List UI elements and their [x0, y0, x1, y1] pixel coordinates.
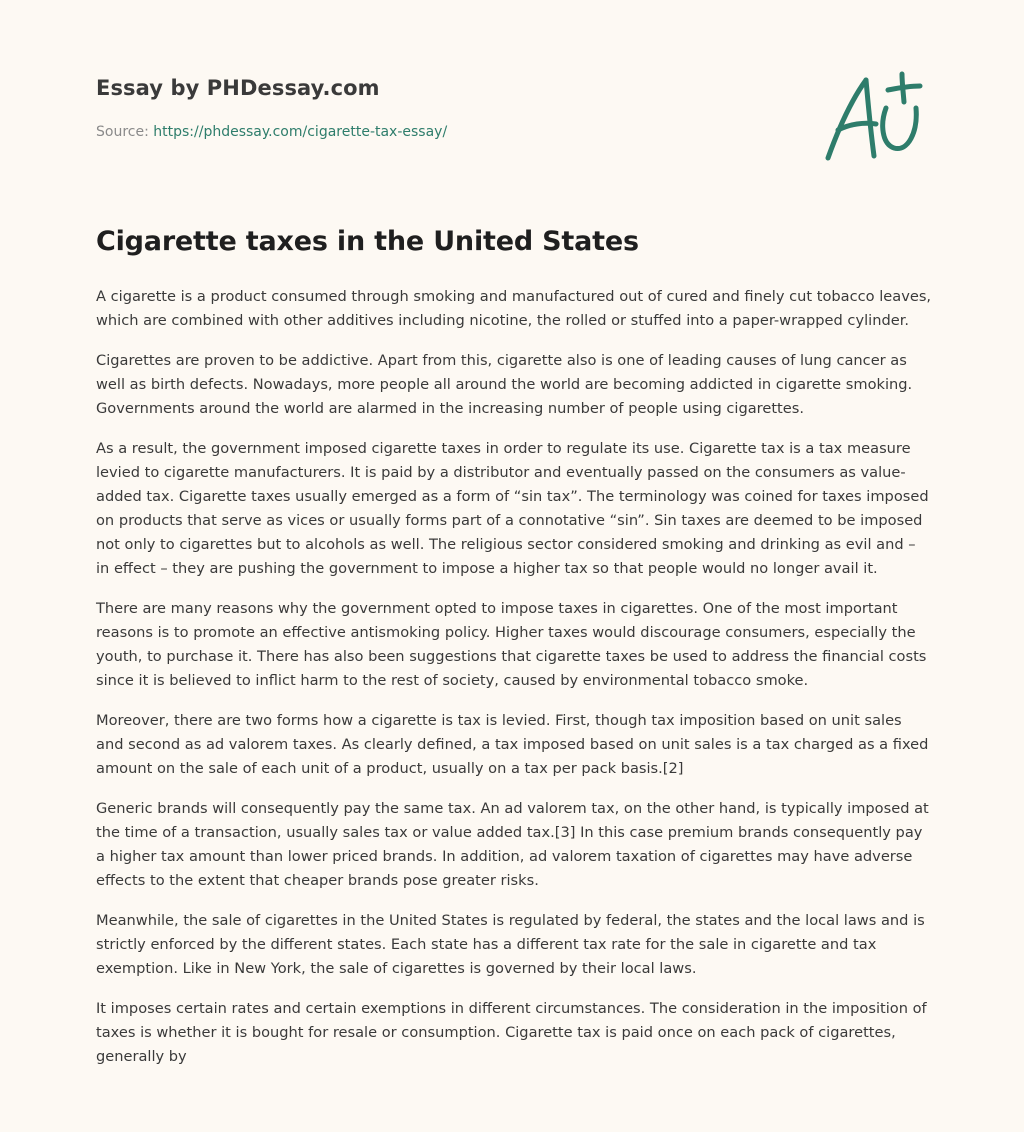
paragraph: Generic brands will consequently pay the same tax. An ad valorem tax, on the other hand, is typically imposed at the time of a transaction, usually sales tax or value added tax.[3] In this case premium brands consequently pay a higher tax amount than lower priced brands. In addition, ad valorem taxation of cigarettes may have adverse effects to the extent that cheaper brands pose greater risks.	[96, 800, 929, 889]
page-header	[96, 0, 932, 200]
paragraph: Moreover, there are two forms how a cigarette is tax is levied. First, though tax imposition based on unit sales and second as ad valorem taxes. As clearly defined, a tax imposed based on unit sales is a tax charged as a fixed amount on the sale of each unit of a product, usually on a tax per pack basis.[2]	[96, 712, 929, 777]
source-label: Source:	[96, 124, 154, 140]
paragraph: A cigarette is a product consumed through smoking and manufactured out of cured and finely cut tobacco leaves, which are combined with other additives including nicotine, the rolled or stuffed into a paper-wrapped cylinder.	[96, 288, 932, 329]
paragraph: Cigarettes are proven to be addictive. Apart from this, cigarette also is one of leading causes of lung cancer as well as birth defects. Nowadays, more people all around the world are becoming addicted in cigarette smoking. Governments around the world are alarmed in the increasing number of people using cigarettes.	[96, 352, 913, 417]
source-line	[96, 124, 447, 140]
essay-body	[96, 285, 932, 1085]
site-title: Essay by PHDessay.com	[96, 76, 380, 100]
essay-title: Cigarette taxes in the United States	[96, 226, 639, 257]
paragraph: Meanwhile, the sale of cigarettes in the United States is regulated by federal, the states and the local laws and is strictly enforced by the different states. Each state has a different tax rate for the sale in cigarette and tax exemption. Like in New York, the sale of cigarettes is governed by their local laws.	[96, 912, 925, 977]
paragraph: As a result, the government imposed cigarette taxes in order to regulate its use. Cigarette tax is a tax measure levied to cigarette manufacturers. It is paid by a distributor and eventually passed on the consumers as value-added tax. Cigarette taxes usually emerged as a form of “sin tax”. The terminology was coined for taxes imposed on products that serve as vices or usually forms part of a connotative “sin”. Sin taxes are deemed to be imposed not only to cigarettes but to alcohols as well. The religious sector considered smoking and drinking as evil and – in effect – they are pushing the government to impose a higher tax so that people would no longer avail it.	[96, 440, 929, 577]
paragraph: There are many reasons why the government opted to impose taxes in cigarettes. One of the most important reasons is to promote an effective antismoking policy. Higher taxes would discourage consumers, especially the youth, to purchase it. There has also been suggestions that cigarette taxes be used to address the financial costs since it is believed to inflict harm to the rest of society, caused by environmental tobacco smoke.	[96, 600, 927, 689]
a-plus-logo-icon	[824, 68, 924, 164]
paragraph: It imposes certain rates and certain exemptions in different circumstances. The consideration in the imposition of taxes is whether it is bought for resale or consumption. Cigarette tax is paid once on each pack of cigarettes, generally by	[96, 1000, 927, 1065]
source-link[interactable]: https://phdessay.com/cigarette-tax-essay/	[153, 124, 448, 140]
essay-page	[96, 0, 932, 1065]
